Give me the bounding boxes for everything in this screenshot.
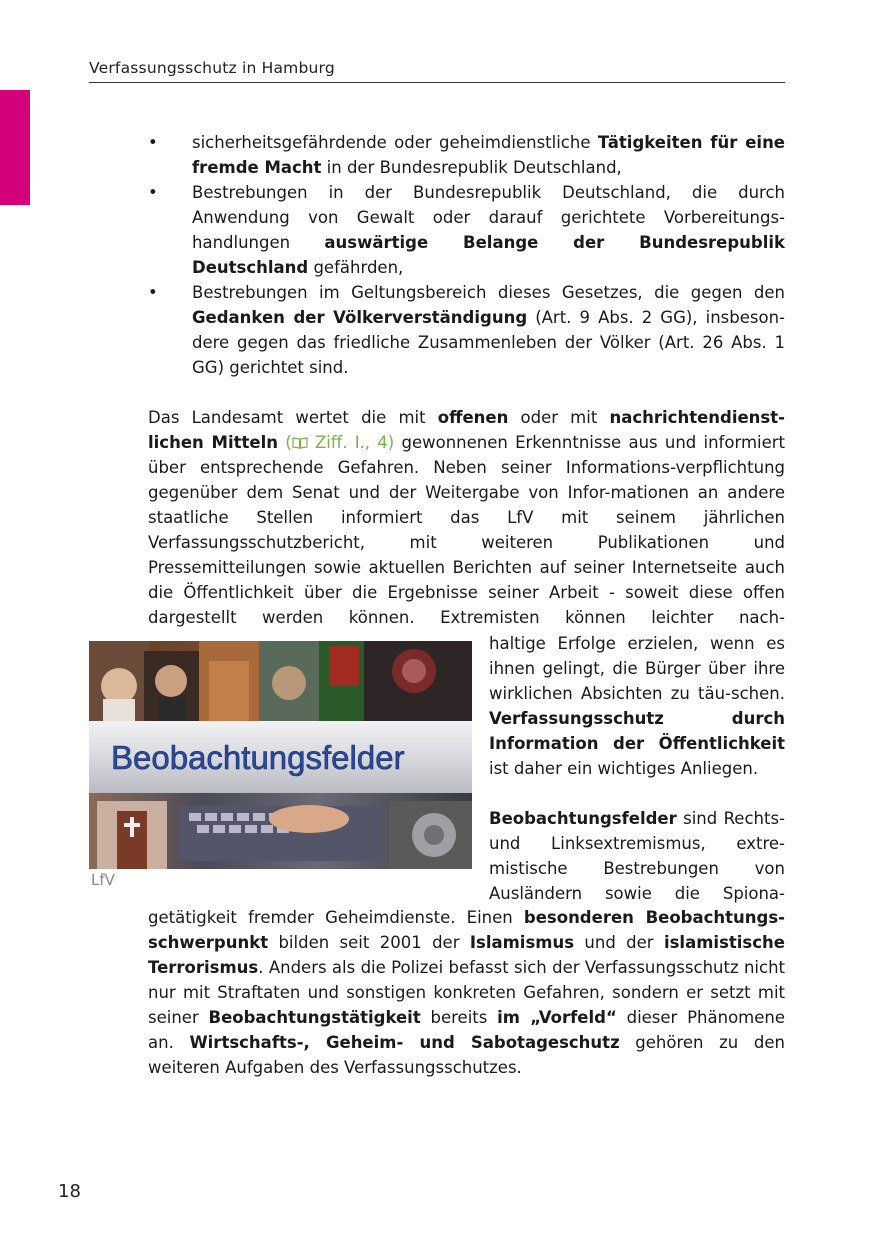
list-item: • sicherheitsgefährdende oder geheimdienstliche Tätigkeiten für eine fremde Macht in der Bundesrepublik Deutschland, xyxy=(148,130,785,180)
book-icon xyxy=(292,436,308,449)
page-number: 18 xyxy=(58,1181,81,1202)
chapter-tab-marker xyxy=(0,90,30,205)
bullet-icon: • xyxy=(148,183,158,202)
image-credit: LfV xyxy=(91,871,115,889)
header-rule xyxy=(89,82,785,83)
collage-picture xyxy=(89,641,472,869)
image-title: Beobachtungsfelder xyxy=(111,739,405,776)
paragraph-landesamt: Das Landesamt wertet die mit offenen oder mit nachrichtendienst-lichen Mitteln ( Ziff. I., 4) gewonnenen Erkenntnisse aus und informiert über entsprechende Gefahren. Neben seiner Informations-verpflichtung gegenüber dem Senat und der Weitergabe von Infor-mationen an andere staatliche Stellen informiert das LfV mit seinem jährlichen Verfassungsschutzbericht, mit weiteren Publikationen und Pressemitteilungen sowie aktuellen Berichten auf seiner Internetseite auch die Öffentlichkeit über die Ergebnisse seiner Arbeit - soweit diese offen dargestellt werden können. Extremisten können leichter nach- xyxy=(148,408,786,627)
paragraph-beobachtungsfelder: getätigkeit fremder Geheimdienste. Einen besonderen Beobachtungs-schwerpunkt bilden seit 2001 der Islamismus und der islamistische Terrorismus. Anders als die Polizei befasst sich der Verfassungsschutz nicht nur mit Straftaten und sonstigen konkreten Gefahren, sondern er setzt mit seiner Beobachtungstätigkeit bereits im „Vorfeld“ dieser Phänomene an. Wirtschafts-, Geheim- und Sabotageschutz gehören zu den weiteren Aufgaben des Verfassungsschutzes. xyxy=(148,908,786,1077)
beobachtungsfelder-image xyxy=(89,641,472,869)
list-item: • Bestrebungen im Geltungsbereich dieses Gesetzes, die gegen den Gedanken der Völkerverständigung (Art. 9 Abs. 2 GG), insbeson-dere gegen das friedliche Zusammenleben der Völker (Art. 26 Abs. 1 GG) gerichtet sind. xyxy=(148,280,785,380)
running-header: Verfassungsschutz in Hamburg xyxy=(89,59,335,77)
list-item: • Bestrebungen in der Bundesrepublik Deutschland, die durch Anwendung von Gewalt oder darauf gerichtete Vorbereitungs-handlungen auswärtige Belange der Bundesrepublik Deutschland gefährden, xyxy=(148,180,785,280)
bullet-list xyxy=(148,130,785,380)
bullet-icon: • xyxy=(148,283,158,302)
text-beside-image: haltige Erfolge erzielen, wenn es ihnen gelingt, die Bürger über ihre wirklichen Absichten zu täu-schen. Verfassungsschutz durch Information der Öffentlichkeit ist daher ein wichtiges Anliegen. Beobachtungsfelder sind Rechts- und Linksextremismus, extre-mistische Bestrebungen von Ausländern sowie die Spiona- xyxy=(489,634,785,903)
bullet-icon: • xyxy=(148,133,158,152)
cross-reference-link[interactable]: ( Ziff. I., 4) xyxy=(277,433,395,452)
